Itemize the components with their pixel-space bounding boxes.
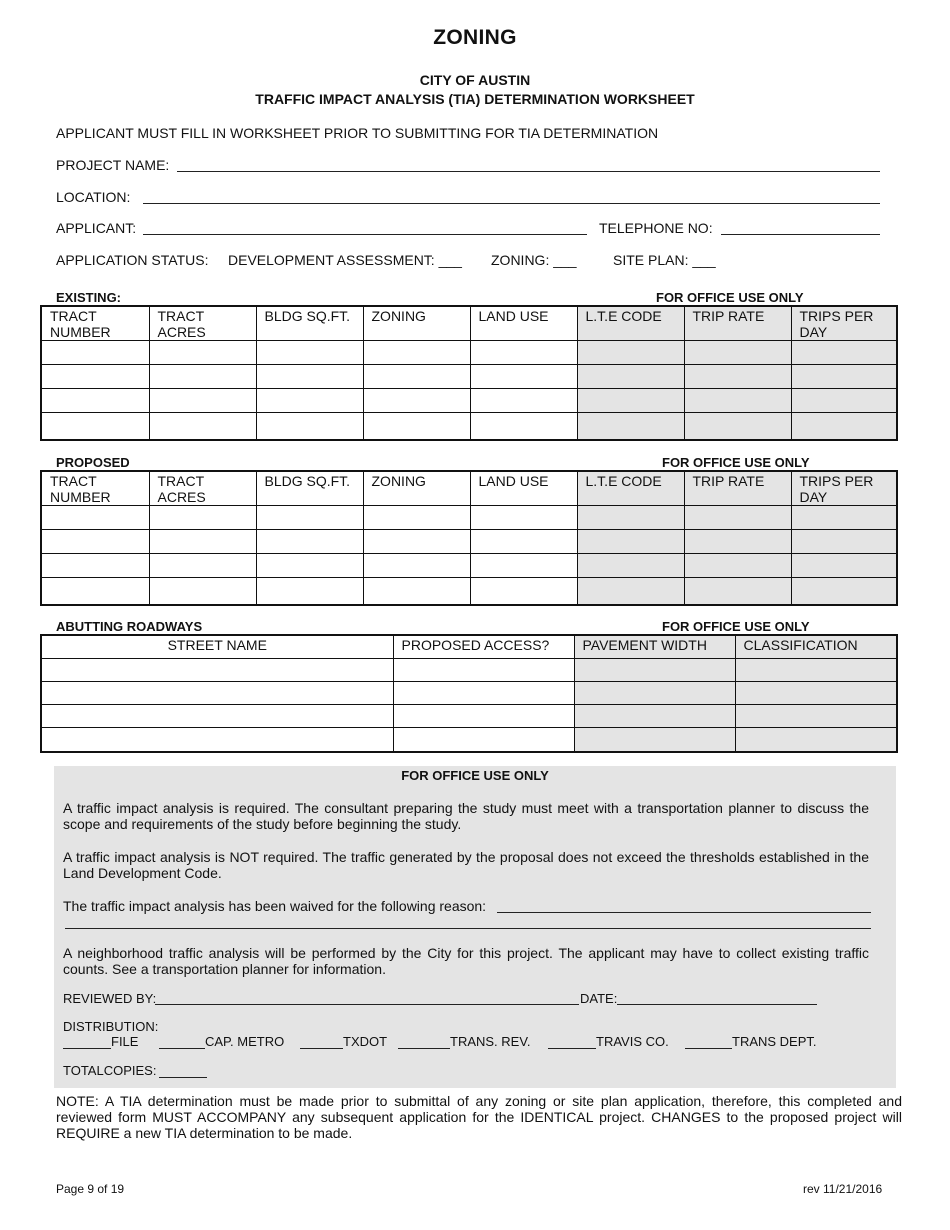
table-cell[interactable] [393, 704, 574, 727]
table-cell[interactable] [256, 389, 363, 413]
table-cell[interactable] [256, 365, 363, 389]
table-cell[interactable] [363, 341, 470, 365]
table-cell [577, 530, 684, 554]
cap-metro-copies-field[interactable] [159, 1048, 205, 1049]
table-cell[interactable] [256, 341, 363, 365]
table-cell[interactable] [149, 341, 256, 365]
table-cell [577, 413, 684, 440]
table-cell[interactable] [41, 658, 393, 681]
table-header-row [41, 471, 897, 506]
column-header: L.T.E CODE [577, 471, 684, 506]
table-cell[interactable] [363, 389, 470, 413]
trans-rev-copies-field[interactable] [398, 1048, 450, 1049]
table-header-row [41, 635, 897, 658]
applicant-field[interactable] [143, 234, 587, 235]
txdot-copies-field[interactable] [300, 1048, 343, 1049]
table-row [41, 389, 897, 413]
table-cell[interactable] [256, 530, 363, 554]
table-row [41, 578, 897, 605]
location-label: LOCATION: [56, 189, 131, 205]
table-cell[interactable] [363, 554, 470, 578]
dist-file-label: FILE [111, 1034, 139, 1049]
table-cell[interactable] [41, 341, 149, 365]
development-assessment-option[interactable]: DEVELOPMENT ASSESSMENT: ___ [228, 252, 462, 268]
table-cell [791, 578, 897, 605]
table-cell[interactable] [41, 681, 393, 704]
application-status-label: APPLICATION STATUS: [56, 252, 209, 268]
table-cell [791, 554, 897, 578]
existing-heading: EXISTING: [56, 290, 122, 305]
table-cell[interactable] [41, 365, 149, 389]
table-cell[interactable] [256, 413, 363, 440]
column-header: TRIPS PER DAY [791, 306, 897, 341]
table-cell [684, 413, 791, 440]
table-cell[interactable] [470, 365, 577, 389]
file-copies-field[interactable] [63, 1048, 111, 1049]
table-cell [577, 341, 684, 365]
dist-trans-rev-label: TRANS. REV. [450, 1034, 531, 1049]
reviewed-by-field[interactable] [155, 1004, 579, 1005]
proposed-heading: PROPOSED [56, 455, 130, 470]
dist-cap-metro-label: CAP. METRO [205, 1034, 285, 1049]
office-use-section [54, 766, 896, 1088]
table-cell[interactable] [149, 578, 256, 605]
table-cell[interactable] [149, 365, 256, 389]
table-cell[interactable] [363, 506, 470, 530]
table-cell[interactable] [470, 389, 577, 413]
table-cell [577, 578, 684, 605]
table-cell[interactable] [41, 506, 149, 530]
table-cell [577, 506, 684, 530]
roadways-office-label: FOR OFFICE USE ONLY [662, 619, 810, 634]
table-cell [577, 389, 684, 413]
table-cell [791, 341, 897, 365]
reviewed-by-label: REVIEWED BY: [63, 991, 157, 1006]
table-cell[interactable] [470, 506, 577, 530]
table-cell[interactable] [393, 727, 574, 752]
table-cell [684, 554, 791, 578]
page-number: Page 9 of 19 [56, 1182, 125, 1196]
trans-dept-copies-field[interactable] [685, 1048, 732, 1049]
table-cell[interactable] [41, 704, 393, 727]
table-cell [574, 704, 735, 727]
column-header: PROPOSED ACCESS? [393, 635, 574, 658]
column-header: ZONING [363, 306, 470, 341]
page-subtitle-worksheet: TRAFFIC IMPACT ANALYSIS (TIA) DETERMINATION WORKSHEET [255, 91, 695, 107]
table-cell[interactable] [149, 389, 256, 413]
telephone-field[interactable] [721, 234, 880, 235]
table-cell[interactable] [363, 413, 470, 440]
total-copies-label: TOTALCOPIES: [63, 1063, 157, 1078]
column-header: TRACT ACRES [149, 471, 256, 506]
table-cell [791, 365, 897, 389]
column-header: STREET NAME [41, 635, 393, 658]
applicant-label: APPLICANT: [56, 220, 137, 236]
table-cell[interactable] [41, 530, 149, 554]
table-cell[interactable] [470, 554, 577, 578]
column-header: TRACT ACRES [149, 306, 256, 341]
column-header: TRIPS PER DAY [791, 471, 897, 506]
table-row [41, 681, 897, 704]
roadways-heading: ABUTTING ROADWAYS [56, 619, 203, 634]
waiver-reason-field[interactable] [497, 912, 871, 913]
table-cell[interactable] [149, 530, 256, 554]
existing-table [40, 305, 898, 441]
table-cell[interactable] [149, 506, 256, 530]
dist-travis-co-label: TRAVIS CO. [596, 1034, 669, 1049]
table-cell [684, 389, 791, 413]
table-cell [574, 681, 735, 704]
dist-trans-dept-label: TRANS DEPT. [732, 1034, 817, 1049]
table-cell [735, 681, 897, 704]
existing-office-label: FOR OFFICE USE ONLY [656, 290, 804, 305]
column-header: BLDG SQ.FT. [256, 306, 363, 341]
table-header-row [41, 306, 897, 341]
table-row [41, 530, 897, 554]
table-cell[interactable] [256, 578, 363, 605]
table-cell[interactable] [363, 530, 470, 554]
travis-co-copies-field[interactable] [548, 1048, 596, 1049]
column-header: TRIP RATE [684, 306, 791, 341]
waiver-reason-field-line2[interactable] [65, 928, 871, 929]
table-cell[interactable] [41, 389, 149, 413]
column-header: LAND USE [470, 306, 577, 341]
table-row [41, 658, 897, 681]
instruction-text: APPLICANT MUST FILL IN WORKSHEET PRIOR TO SUBMITTING FOR TIA DETERMINATION [56, 125, 659, 141]
column-header: L.T.E CODE [577, 306, 684, 341]
table-cell [684, 578, 791, 605]
table-cell [791, 389, 897, 413]
telephone-label: TELEPHONE NO: [599, 220, 713, 236]
table-cell [791, 506, 897, 530]
table-cell [735, 658, 897, 681]
table-row [41, 413, 897, 440]
tia-not-required-text: A traffic impact analysis is NOT required. The traffic generated by the proposal does not exceed the thresholds established in the Land Development Code. [63, 849, 869, 881]
table-cell [577, 365, 684, 389]
table-row [41, 727, 897, 752]
column-header: TRIP RATE [684, 471, 791, 506]
table-row [41, 554, 897, 578]
column-header: CLASSIFICATION [735, 635, 897, 658]
site-plan-option[interactable]: SITE PLAN: ___ [613, 252, 716, 268]
column-header: TRACT NUMBER [41, 471, 149, 506]
column-header: PAVEMENT WIDTH [574, 635, 735, 658]
table-cell [574, 727, 735, 752]
table-cell [684, 506, 791, 530]
tia-note: NOTE: A TIA determination must be made prior to submittal of any zoning or site plan application, therefore, this completed and reviewed form MUST ACCOMPANY any subsequent application for the IDENTICAL project. CHANGES to the proposed project will REQUIRE a new TIA determination to be made. [56, 1093, 902, 1141]
office-use-title: FOR OFFICE USE ONLY [401, 768, 549, 783]
roadways-table [40, 634, 898, 753]
page-subtitle-city: CITY OF AUSTIN [419, 72, 531, 88]
table-cell [684, 365, 791, 389]
column-header: BLDG SQ.FT. [256, 471, 363, 506]
table-cell[interactable] [470, 578, 577, 605]
table-cell[interactable] [470, 341, 577, 365]
column-header: ZONING [363, 471, 470, 506]
table-row [41, 365, 897, 389]
table-cell[interactable] [256, 506, 363, 530]
revision-date: rev 11/21/2016 [803, 1182, 883, 1196]
table-row [41, 506, 897, 530]
date-label: DATE: [580, 991, 618, 1006]
proposed-table [40, 470, 898, 606]
table-cell[interactable] [41, 727, 393, 752]
table-cell[interactable] [149, 413, 256, 440]
table-cell[interactable] [149, 554, 256, 578]
tia-waived-text: The traffic impact analysis has been waived for the following reason: [63, 898, 487, 914]
column-header: LAND USE [470, 471, 577, 506]
table-cell[interactable] [363, 578, 470, 605]
table-cell [684, 341, 791, 365]
dist-txdot-label: TXDOT [343, 1034, 388, 1049]
table-cell [574, 658, 735, 681]
table-row [41, 341, 897, 365]
location-field[interactable] [143, 203, 880, 204]
table-cell[interactable] [470, 413, 577, 440]
proposed-office-label: FOR OFFICE USE ONLY [662, 455, 810, 470]
table-row [41, 704, 897, 727]
distribution-label: DISTRIBUTION: [63, 1019, 159, 1034]
date-field[interactable] [617, 1004, 817, 1005]
project-name-label: PROJECT NAME: [56, 157, 170, 173]
column-header: TRACT NUMBER [41, 306, 149, 341]
table-cell[interactable] [41, 554, 149, 578]
table-cell [791, 530, 897, 554]
project-name-field[interactable] [177, 171, 880, 172]
tia-required-text: A traffic impact analysis is required. The consultant preparing the study must meet with a transportation planner to discuss the scope and requirements of the study before beginning the study. [63, 800, 869, 832]
table-cell [735, 727, 897, 752]
table-cell [684, 530, 791, 554]
page-title: ZONING [433, 26, 517, 49]
zoning-option[interactable]: ZONING: ___ [491, 252, 577, 268]
table-cell [577, 554, 684, 578]
table-cell[interactable] [470, 530, 577, 554]
table-cell[interactable] [41, 578, 149, 605]
table-cell[interactable] [256, 554, 363, 578]
table-cell [791, 413, 897, 440]
total-copies-field[interactable] [159, 1077, 207, 1078]
table-cell[interactable] [393, 681, 574, 704]
table-cell[interactable] [41, 413, 149, 440]
table-cell [735, 704, 897, 727]
table-cell[interactable] [393, 658, 574, 681]
neighborhood-analysis-text: A neighborhood traffic analysis will be performed by the City for this project. The applicant may have to collect existing traffic counts. See a transportation planner for information. [63, 945, 869, 977]
table-cell[interactable] [363, 365, 470, 389]
